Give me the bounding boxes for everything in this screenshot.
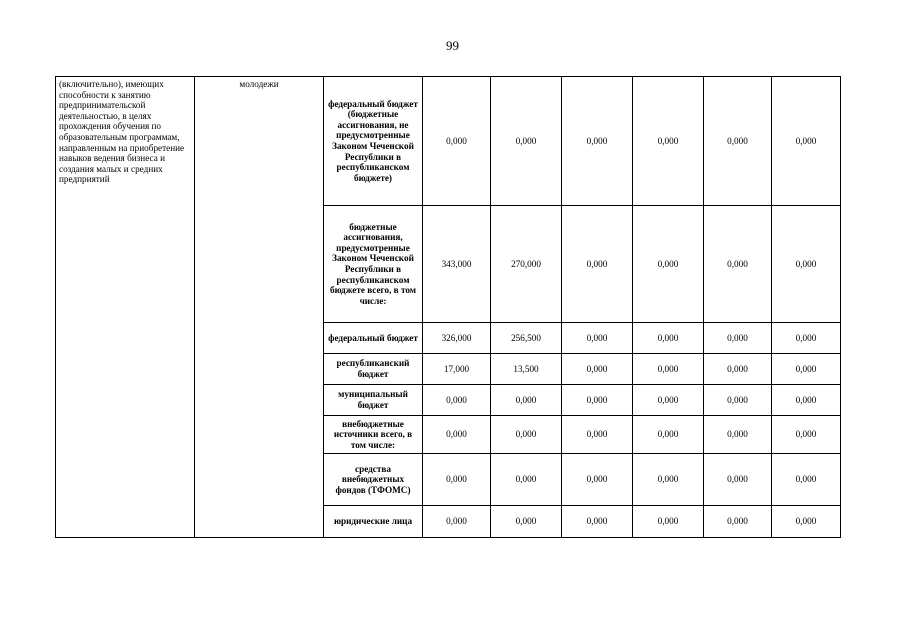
value-cell: 0,000 [491, 77, 562, 206]
funding-source: федеральный бюджет [324, 323, 423, 354]
value-cell: 0,000 [772, 506, 841, 538]
value-cell: 0,000 [562, 354, 633, 385]
value-cell: 0,000 [704, 323, 772, 354]
funding-source: федеральный бюджет (бюджетные ассигнования, не предусмотренные Законом Чеченской Республики в республиканском бюджете) [324, 77, 423, 206]
value-cell: 0,000 [772, 416, 841, 454]
value-cell: 0,000 [423, 506, 491, 538]
value-cell: 0,000 [772, 454, 841, 506]
value-cell: 0,000 [704, 206, 772, 323]
value-cell: 0,000 [704, 385, 772, 416]
measure-description: (включительно), имеющих способности к занятию предпринимательской деятельностью, в целях прохождения обучения по образовательным программам, направленным на приобретение навыков ведения бизнеса и создания малых и средних предприятий [56, 77, 195, 538]
value-cell: 0,000 [772, 206, 841, 323]
table-row [56, 77, 841, 206]
value-cell: 0,000 [633, 385, 704, 416]
value-cell: 0,000 [772, 77, 841, 206]
value-cell: 0,000 [423, 385, 491, 416]
value-cell: 270,000 [491, 206, 562, 323]
value-cell: 0,000 [772, 354, 841, 385]
funding-source: юридические лица [324, 506, 423, 538]
value-cell: 0,000 [562, 506, 633, 538]
funding-source: средства внебюджетных фондов (ТФОМС) [324, 454, 423, 506]
value-cell: 0,000 [633, 323, 704, 354]
funding-source: внебюджетные источники всего, в том числе: [324, 416, 423, 454]
value-cell: 0,000 [633, 354, 704, 385]
value-cell: 0,000 [423, 77, 491, 206]
value-cell: 0,000 [772, 323, 841, 354]
target-group: молодежи [195, 77, 324, 538]
budget-table [55, 76, 841, 538]
value-cell: 13,500 [491, 354, 562, 385]
value-cell: 0,000 [633, 416, 704, 454]
value-cell: 0,000 [704, 354, 772, 385]
value-cell: 0,000 [633, 206, 704, 323]
value-cell: 0,000 [491, 454, 562, 506]
funding-source: республиканский бюджет [324, 354, 423, 385]
value-cell: 0,000 [704, 77, 772, 206]
value-cell: 0,000 [704, 506, 772, 538]
funding-source: бюджетные ассигнования, предусмотренные Законом Чеченской Республики в республиканском бюджете всего, в том числе: [324, 206, 423, 323]
value-cell: 0,000 [562, 416, 633, 454]
value-cell: 0,000 [423, 416, 491, 454]
value-cell: 343,000 [423, 206, 491, 323]
value-cell: 0,000 [704, 454, 772, 506]
funding-source: муниципальный бюджет [324, 385, 423, 416]
value-cell: 17,000 [423, 354, 491, 385]
value-cell: 0,000 [633, 454, 704, 506]
value-cell: 0,000 [562, 385, 633, 416]
value-cell: 0,000 [633, 506, 704, 538]
value-cell: 0,000 [562, 77, 633, 206]
value-cell: 0,000 [491, 385, 562, 416]
value-cell: 0,000 [562, 206, 633, 323]
value-cell: 0,000 [704, 416, 772, 454]
value-cell: 0,000 [491, 506, 562, 538]
value-cell: 256,500 [491, 323, 562, 354]
page-number: 99 [446, 38, 459, 53]
value-cell: 0,000 [562, 454, 633, 506]
value-cell: 0,000 [633, 77, 704, 206]
value-cell: 0,000 [491, 416, 562, 454]
value-cell: 0,000 [423, 454, 491, 506]
value-cell: 0,000 [772, 385, 841, 416]
value-cell: 326,000 [423, 323, 491, 354]
value-cell: 0,000 [562, 323, 633, 354]
